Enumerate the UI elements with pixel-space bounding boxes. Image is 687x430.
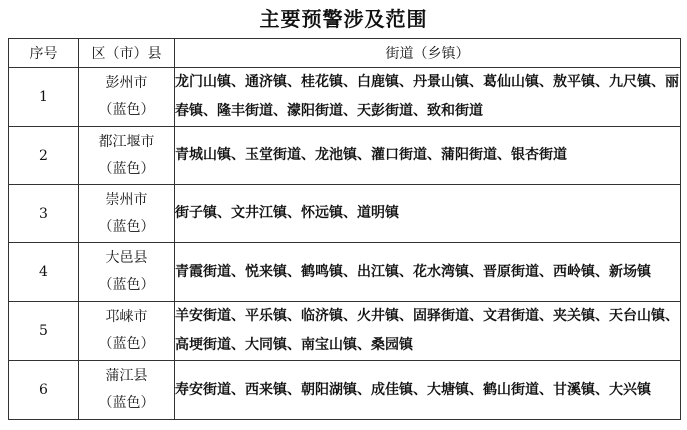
row-index: 3 [9, 185, 79, 243]
table-row [9, 127, 681, 185]
row-warning-level: （蓝色） [98, 277, 155, 293]
row-district: 大邑县 [105, 250, 148, 266]
row-warning-level: （蓝色） [98, 160, 155, 177]
row-district: 都江堰市 [98, 133, 155, 150]
row-index: 6 [9, 361, 79, 420]
row-streets: 羊安街道、平乐镇、临济镇、火井镇、固驿街道、文君街道、夹关镇、天台山镇、高埂街道、大同镇、南宝山镇、桑园镇 [175, 302, 681, 361]
row-index: 5 [9, 302, 79, 361]
row-district-cell [79, 243, 175, 302]
table-row [9, 68, 681, 127]
header-index: 序号 [9, 39, 79, 68]
row-warning-level: （蓝色） [98, 102, 155, 118]
row-district-cell [79, 302, 175, 361]
page-title: 主要预警涉及范围 [259, 7, 428, 31]
row-index: 4 [9, 243, 79, 302]
row-district-cell [79, 185, 175, 243]
row-streets: 寿安街道、西来镇、朝阳湖镇、成佳镇、大塘镇、鹤山街道、甘溪镇、大兴镇 [175, 361, 681, 420]
table-row [9, 302, 681, 361]
row-streets: 街子镇、文井江镇、怀远镇、道明镇 [175, 185, 681, 243]
table-row [9, 185, 681, 243]
row-district-cell [79, 127, 175, 185]
row-district-cell [79, 361, 175, 420]
row-warning-level: （蓝色） [98, 218, 155, 235]
row-index: 1 [9, 68, 79, 127]
row-district: 彭州市 [105, 75, 148, 91]
row-warning-level: （蓝色） [98, 336, 155, 352]
table-header-row [9, 39, 681, 68]
row-index: 2 [9, 127, 79, 185]
row-district: 蒲江县 [105, 368, 148, 384]
row-streets: 青城山镇、玉堂街道、龙池镇、灌口街道、蒲阳街道、银杏街道 [175, 127, 681, 185]
row-streets: 青霞街道、悦来镇、鹤鸣镇、出江镇、花水湾镇、晋原街道、西岭镇、新场镇 [175, 243, 681, 302]
row-district: 崇州市 [105, 191, 148, 208]
table-row [9, 361, 681, 420]
row-warning-level: （蓝色） [98, 395, 155, 411]
table-row [9, 243, 681, 302]
warning-scope-table [8, 38, 681, 420]
row-streets: 龙门山镇、通济镇、桂花镇、白鹿镇、丹景山镇、葛仙山镇、敖平镇、九尺镇、丽春镇、隆丰街道、濛阳街道、天彭街道、致和街道 [175, 68, 681, 127]
row-district: 邛崃市 [105, 309, 148, 325]
header-streets: 街道（乡镇） [175, 39, 681, 68]
header-district: 区（市）县 [79, 39, 175, 68]
row-district-cell [79, 68, 175, 127]
